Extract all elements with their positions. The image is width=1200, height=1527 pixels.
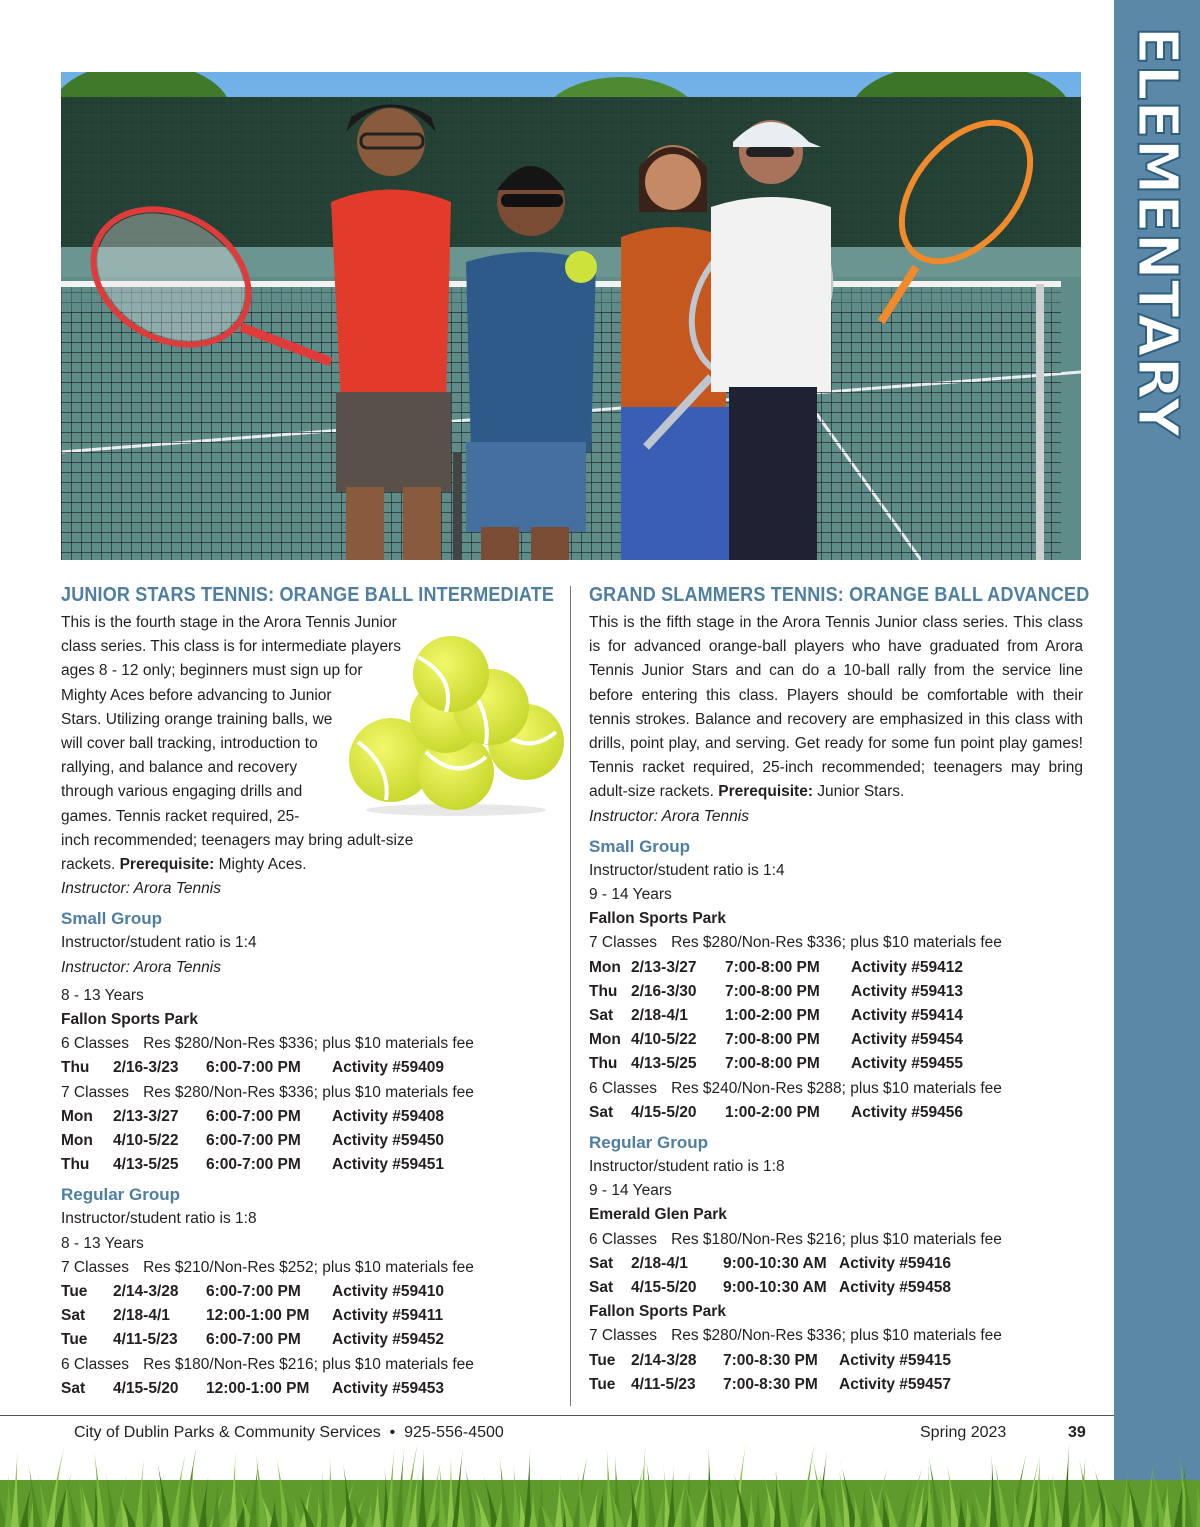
schedule-dates: 2/16-3/23 <box>113 1059 179 1077</box>
activity-number: Activity #59450 <box>332 1132 445 1150</box>
fee-price: Res $280/Non-Res $336; plus $10 materials fee <box>671 934 1002 952</box>
schedule-day: Thu <box>61 1156 90 1174</box>
location-name: Fallon Sports Park <box>589 910 726 928</box>
schedule-row <box>589 1052 1083 1076</box>
schedule-dates: 4/15-5/20 <box>631 1279 697 1297</box>
schedule-day: Tue <box>589 1351 616 1369</box>
activity-number: Activity #59456 <box>851 1103 964 1121</box>
class-count: 7 Classes <box>61 1258 130 1276</box>
schedule-row <box>589 1004 1083 1028</box>
regular-group-heading: Regular Group <box>61 1185 181 1205</box>
desc-line: rallying, and balance and recovery <box>61 759 298 777</box>
schedule-time: 7:00-8:00 PM <box>725 958 820 976</box>
fee-price: Res $180/Non-Res $216; plus $10 materials fee <box>671 1230 1002 1248</box>
schedule-dates: 4/11-5/23 <box>113 1331 178 1349</box>
desc-line: class series. This class is for intermediate players <box>61 638 401 656</box>
left-column <box>61 582 555 1401</box>
schedule-time: 7:00-8:30 PM <box>723 1375 818 1393</box>
activity-number: Activity #59458 <box>839 1279 952 1297</box>
right-description <box>589 611 1083 805</box>
prereq-line <box>61 853 536 877</box>
schedule-day: Mon <box>61 1132 93 1150</box>
schedule-row <box>589 1349 1083 1373</box>
activity-number: Activity #59451 <box>332 1156 445 1174</box>
small-group-heading: Small Group <box>589 836 691 856</box>
schedule-day: Sat <box>61 1379 86 1397</box>
schedule-dates: 4/15-5/20 <box>631 1103 697 1121</box>
schedule-row <box>589 980 1083 1004</box>
activity-number: Activity #59410 <box>332 1283 445 1301</box>
activity-number: Activity #59412 <box>851 958 964 976</box>
fee-price: Res $210/Non-Res $252; plus $10 materials fee <box>143 1258 474 1276</box>
fee-price: Res $280/Non-Res $336; plus $10 materials fee <box>143 1083 474 1101</box>
schedule-row <box>61 1105 536 1129</box>
schedule-row <box>61 1304 536 1328</box>
fee-line <box>61 1353 536 1377</box>
schedule-time: 7:00-8:00 PM <box>725 1055 820 1073</box>
ratio-line: Instructor/student ratio is 1:4 <box>61 934 257 952</box>
schedule-row <box>589 1373 1083 1397</box>
grass-decoration-icon <box>0 1440 1200 1527</box>
fee-line <box>589 1077 1083 1101</box>
ratio-line: Instructor/student ratio is 1:8 <box>61 1210 257 1228</box>
schedule-time: 6:00-7:00 PM <box>206 1132 301 1150</box>
column-divider <box>570 586 571 1406</box>
bullet-separator: • <box>389 1424 396 1441</box>
fee-line <box>61 1081 536 1105</box>
activity-number: Activity #59414 <box>851 1007 964 1025</box>
org-name: City of Dublin Parks & Community Services <box>74 1424 381 1441</box>
desc-line: will cover ball tracking, introduction to <box>61 735 318 753</box>
left-description <box>61 611 536 877</box>
page-number: 39 <box>1068 1424 1086 1441</box>
schedule-day: Sat <box>589 1007 614 1025</box>
regular-group-heading: Regular Group <box>589 1133 709 1153</box>
activity-number: Activity #59409 <box>332 1059 445 1077</box>
activity-number: Activity #59416 <box>839 1254 952 1272</box>
desc-line: ages 8 - 12 only; beginners must sign up for <box>61 662 363 680</box>
age-range: 8 - 13 Years <box>61 986 144 1004</box>
location-name: Fallon Sports Park <box>589 1303 726 1321</box>
fee-line <box>589 1324 1083 1348</box>
fee-price: Res $240/Non-Res $288; plus $10 materials fee <box>671 1079 1002 1097</box>
fee-line <box>61 1256 536 1280</box>
ratio-line: Instructor/student ratio is 1:8 <box>589 1158 785 1176</box>
desc-text: rackets. <box>61 856 120 874</box>
schedule-dates: 2/13-3/27 <box>631 958 697 976</box>
schedule-dates: 2/13-3/27 <box>113 1107 179 1125</box>
schedule-day: Mon <box>589 958 621 976</box>
schedule-row <box>61 1377 536 1401</box>
tennis-kids-photo <box>61 72 1081 560</box>
schedule-day: Mon <box>61 1107 93 1125</box>
prereq-value: Mighty Aces. <box>214 856 307 874</box>
schedule-day: Sat <box>589 1254 614 1272</box>
schedule-day: Tue <box>61 1283 88 1301</box>
location-name: Fallon Sports Park <box>61 1011 198 1029</box>
schedule-day: Tue <box>61 1331 88 1349</box>
activity-number: Activity #59415 <box>839 1351 952 1369</box>
schedule-dates: 4/13-5/25 <box>113 1156 179 1174</box>
activity-number: Activity #59408 <box>332 1107 445 1125</box>
schedule-time: 9:00-10:30 AM <box>723 1279 827 1297</box>
schedule-dates: 4/10-5/22 <box>113 1132 179 1150</box>
fee-line <box>61 1032 536 1056</box>
schedule-dates: 4/11-5/23 <box>631 1375 696 1393</box>
activity-number: Activity #59413 <box>851 982 964 1000</box>
class-count: 7 Classes <box>589 1327 658 1345</box>
section-side-label: ELEMENTARY <box>1124 26 1190 438</box>
desc-line: Stars. Utilizing orange training balls, we <box>61 710 333 728</box>
desc-text: This is the fifth stage in the Arora Tennis Junior class series. This class is for advanced orange-ball players who have graduated from Arora Tennis Junior Stars and can do a 10-ball rally from the service line before entering this class. Players should be comfortable with their tennis strokes. Balance and recovery are emphasized in this class with drills, point play, and serving. Get ready for some fun point play games! Tennis racket required, 25-inch recommended; teenagers may bring adult-size rackets. <box>589 614 1083 801</box>
desc-line: inch recommended; teenagers may bring adult-size <box>61 831 414 849</box>
fee-line <box>589 931 1083 955</box>
schedule-day: Sat <box>589 1103 614 1121</box>
desc-line: This is the fourth stage in the Arora Tennis Junior <box>61 614 397 631</box>
prereq-value: Junior Stars. <box>813 783 905 801</box>
schedule-day: Thu <box>589 1055 618 1073</box>
age-range: 9 - 14 Years <box>589 1182 672 1200</box>
schedule-time: 6:00-7:00 PM <box>206 1156 301 1174</box>
schedule-dates: 2/14-3/28 <box>113 1283 179 1301</box>
schedule-dates: 4/13-5/25 <box>631 1055 697 1073</box>
activity-number: Activity #59453 <box>332 1379 445 1397</box>
prereq-label: Prerequisite: <box>119 856 215 874</box>
activity-number: Activity #59454 <box>851 1031 964 1049</box>
schedule-row <box>61 1129 536 1153</box>
schedule-time: 1:00-2:00 PM <box>725 1007 820 1025</box>
small-group-heading: Small Group <box>61 909 163 929</box>
schedule-time: 12:00-1:00 PM <box>206 1379 310 1397</box>
schedule-time: 6:00-7:00 PM <box>206 1331 301 1349</box>
schedule-row <box>589 1276 1083 1300</box>
instructor-line: Instructor: Arora Tennis <box>61 880 221 898</box>
schedule-row <box>61 1328 536 1352</box>
class-count: 6 Classes <box>61 1035 130 1053</box>
schedule-dates: 2/18-4/1 <box>113 1307 170 1325</box>
schedule-day: Mon <box>589 1031 621 1049</box>
class-count: 6 Classes <box>589 1079 658 1097</box>
schedule-day: Sat <box>61 1307 86 1325</box>
right-section-title: GRAND SLAMMERS TENNIS: ORANGE BALL ADVANCED <box>589 584 1090 606</box>
schedule-day: Thu <box>589 982 618 1000</box>
schedule-row <box>61 1056 536 1080</box>
right-column <box>589 582 1090 1397</box>
schedule-time: 6:00-7:00 PM <box>206 1107 301 1125</box>
schedule-day: Sat <box>589 1279 614 1297</box>
footer-rule <box>0 1415 1114 1416</box>
schedule-dates: 2/18-4/1 <box>631 1007 688 1025</box>
class-count: 7 Classes <box>589 934 658 952</box>
schedule-row <box>589 956 1083 980</box>
instructor-line: Instructor: Arora Tennis <box>589 807 749 825</box>
fee-price: Res $280/Non-Res $336; plus $10 materials fee <box>143 1035 474 1053</box>
schedule-row <box>61 1153 536 1177</box>
schedule-row <box>589 1101 1083 1125</box>
schedule-time: 9:00-10:30 AM <box>723 1254 827 1272</box>
schedule-time: 1:00-2:00 PM <box>725 1103 820 1121</box>
schedule-dates: 4/10-5/22 <box>631 1031 697 1049</box>
class-count: 6 Classes <box>589 1230 658 1248</box>
fee-price: Res $280/Non-Res $336; plus $10 materials fee <box>671 1327 1002 1345</box>
activity-number: Activity #59455 <box>851 1055 964 1073</box>
age-range: 9 - 14 Years <box>589 886 672 904</box>
fee-line <box>589 1228 1083 1252</box>
prereq-label: Prerequisite: <box>718 783 813 801</box>
location-name: Emerald Glen Park <box>589 1206 727 1224</box>
instructor-line: Instructor: Arora Tennis <box>61 958 221 976</box>
class-count: 6 Classes <box>61 1355 130 1373</box>
activity-number: Activity #59452 <box>332 1331 445 1349</box>
schedule-time: 7:00-8:30 PM <box>723 1351 818 1369</box>
fee-price: Res $180/Non-Res $216; plus $10 materials fee <box>143 1355 474 1373</box>
schedule-dates: 2/18-4/1 <box>631 1254 688 1272</box>
schedule-time: 7:00-8:00 PM <box>725 1031 820 1049</box>
schedule-dates: 2/16-3/30 <box>631 982 697 1000</box>
desc-line: through various engaging drills and <box>61 783 303 801</box>
class-count: 7 Classes <box>61 1083 130 1101</box>
schedule-day: Thu <box>61 1059 90 1077</box>
footer-season: Spring 2023 <box>920 1424 1007 1441</box>
schedule-dates: 2/14-3/28 <box>631 1351 697 1369</box>
schedule-time: 6:00-7:00 PM <box>206 1283 301 1301</box>
schedule-time: 6:00-7:00 PM <box>206 1059 301 1077</box>
desc-line: games. Tennis racket required, 25- <box>61 807 300 825</box>
desc-line: Mighty Aces before advancing to Junior <box>61 686 332 704</box>
schedule-time: 12:00-1:00 PM <box>206 1307 310 1325</box>
phone-number: 925-556-4500 <box>404 1424 504 1441</box>
schedule-row <box>589 1028 1083 1052</box>
schedule-row <box>589 1252 1083 1276</box>
schedule-day: Tue <box>589 1375 616 1393</box>
age-range: 8 - 13 Years <box>61 1234 144 1252</box>
activity-number: Activity #59457 <box>839 1375 952 1393</box>
schedule-time: 7:00-8:00 PM <box>725 982 820 1000</box>
activity-number: Activity #59411 <box>332 1307 444 1325</box>
left-section-title: JUNIOR STARS TENNIS: ORANGE BALL INTERMEDIATE <box>61 584 555 606</box>
ratio-line: Instructor/student ratio is 1:4 <box>589 861 785 879</box>
schedule-row <box>61 1280 536 1304</box>
schedule-dates: 4/15-5/20 <box>113 1379 179 1397</box>
